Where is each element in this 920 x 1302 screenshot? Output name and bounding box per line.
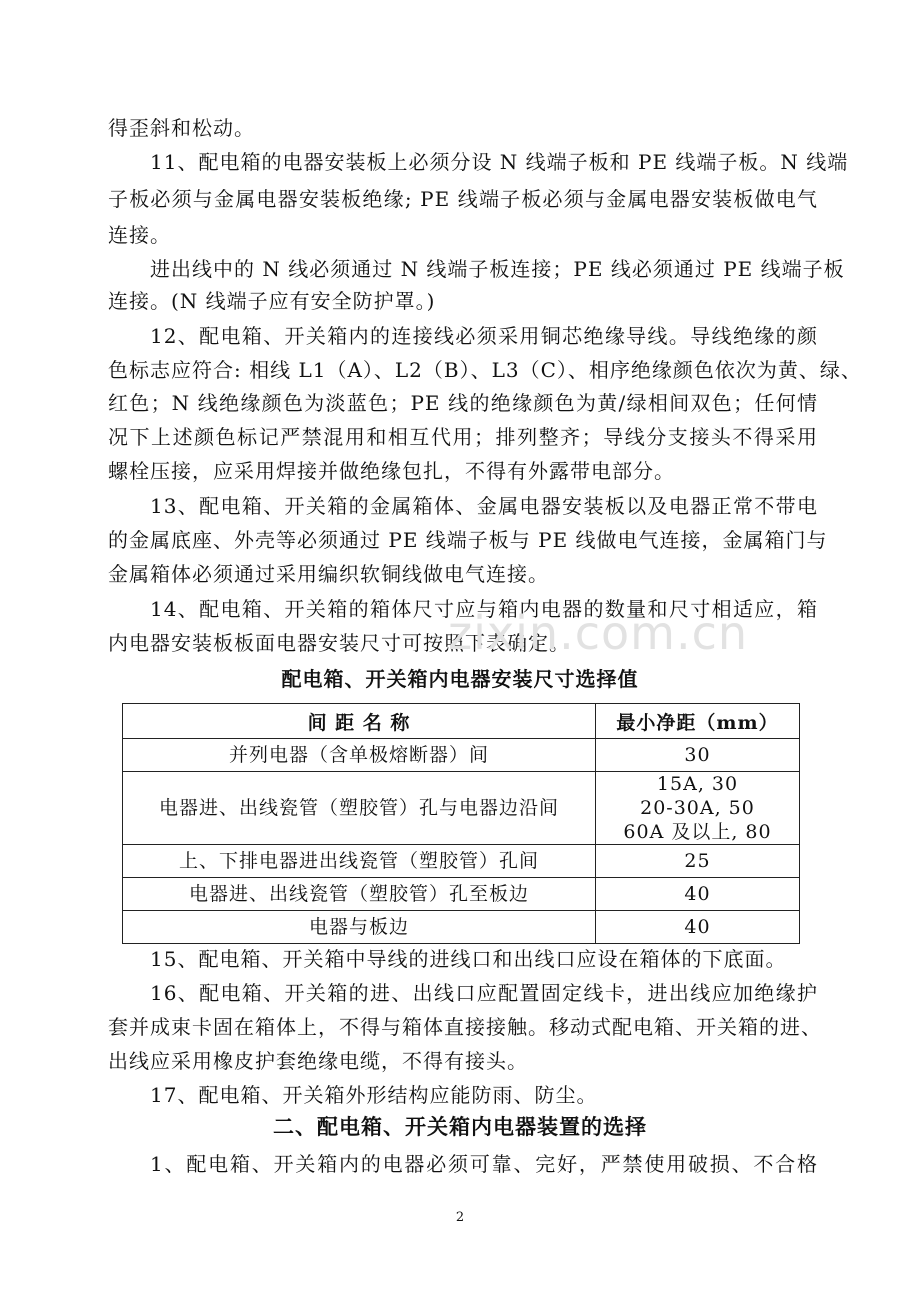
paragraph-line: 况下上述颜色标记严禁混用和相互代用；排列整齐；导线分支接头不得采用 <box>108 425 818 449</box>
paragraph-line: 进出线中的 N 线必须通过 N 线端子板连接；PE 线必须通过 PE 线端子板 <box>150 257 845 281</box>
paragraph-line: 红色；N 线绝缘颜色为淡蓝色；PE 线的绝缘颜色为黄/绿相间双色；任何情 <box>108 391 818 415</box>
table-header-row <box>123 704 800 739</box>
paragraph-line: 12、配电箱、开关箱内的连接线必须采用铜芯绝缘导线。导线绝缘的颜 <box>150 324 818 348</box>
table-row <box>123 739 800 772</box>
cell-min-clearance <box>596 772 800 845</box>
cell-min-clearance <box>596 878 800 911</box>
cell-spacing-name: 电器与板边 <box>123 911 596 944</box>
paragraph-line: 内电器安装板板面电器安装尺寸可按照下表确定。 <box>108 631 570 655</box>
table-row <box>123 772 800 845</box>
cell-value-line: 20-30A, 50 <box>640 797 755 819</box>
paragraph-line: 1、配电箱、开关箱内的电器必须可靠、完好，严禁使用破损、不合格 <box>150 1152 818 1176</box>
cell-spacing-name: 上、下排电器进出线瓷管（塑胶管）孔间 <box>123 845 596 878</box>
spacing-table <box>122 703 800 944</box>
paragraph-line: 的金属底座、外壳等必须通过 PE 线端子板与 PE 线做电气连接，金属箱门与 <box>108 528 828 552</box>
cell-min-clearance <box>596 911 800 944</box>
paragraph-line: 套并成束卡固在箱体上，不得与箱体直接接触。移动式配电箱、开关箱的进、 <box>108 1015 822 1039</box>
cell-spacing-name: 电器进、出线瓷管（塑胶管）孔至板边 <box>123 878 596 911</box>
table-row <box>123 878 800 911</box>
cell-value-line: 60A 及以上, 80 <box>623 821 772 843</box>
paragraph-line: 子板必须与金属电器安装板绝缘; PE 线端子板必须与金属电器安装板做电气 <box>108 187 818 211</box>
table-row <box>123 911 800 944</box>
cell-value-line: 40 <box>684 883 711 905</box>
paragraph-line: 17、配电箱、开关箱外形结构应能防雨、防尘。 <box>150 1083 598 1107</box>
paragraph-line: 14、配电箱、开关箱的箱体尺寸应与箱内电器的数量和尺寸相适应，箱 <box>150 597 818 621</box>
paragraph-line: 色标志应符合: 相线 L1（A）、L2（B）、L3（C）、相序绝缘颜色依次为黄、绿、 <box>108 358 862 382</box>
paragraph-line: 连接。(N 线端子应有安全防护罩。) <box>108 289 436 313</box>
paragraph-line: 16、配电箱、开关箱的进、出线口应配置固定线卡，进出线应加绝缘护 <box>150 981 818 1005</box>
cell-value-line: 15A, 30 <box>656 773 739 795</box>
cell-value-line: 25 <box>684 850 711 872</box>
cell-spacing-name: 并列电器（含单极熔断器）间 <box>123 739 596 772</box>
paragraph-line: 连接。 <box>108 223 171 247</box>
paragraph-line: 出线应采用橡皮护套绝缘电缆，不得有接头。 <box>108 1049 528 1073</box>
header-spacing-name: 间 距 名 称 <box>123 704 596 739</box>
paragraph-line: 15、配电箱、开关箱中导线的进线口和出线口应设在箱体的下底面。 <box>150 947 787 971</box>
table-caption: 配电箱、开关箱内电器安装尺寸选择值 <box>281 667 639 691</box>
table-row <box>123 845 800 878</box>
watermark: zixin.com.cn <box>448 606 749 660</box>
cell-min-clearance <box>596 739 800 772</box>
cell-value-line: 30 <box>684 744 711 766</box>
paragraph-line: 金属箱体必须通过采用编织软铜线做电气连接。 <box>108 562 549 586</box>
paragraph-line: 螺栓压接，应采用焊接并做绝缘包扎，不得有外露带电部分。 <box>108 459 675 483</box>
paragraph-line: 11、配电箱的电器安装板上必须分设 N 线端子板和 PE 线端子板。N 线端 <box>150 150 849 174</box>
header-min-clearance: 最小净距（mm） <box>596 704 800 739</box>
cell-spacing-name: 电器进、出线瓷管（塑胶管）孔与电器边沿间 <box>123 772 596 845</box>
paragraph-line: 得歪斜和松动。 <box>108 116 255 140</box>
paragraph-line: 13、配电箱、开关箱的金属箱体、金属电器安装板以及电器正常不带电 <box>150 494 818 518</box>
section-heading: 二、配电箱、开关箱内电器装置的选择 <box>273 1114 647 1139</box>
cell-value-line: 40 <box>684 916 711 938</box>
cell-min-clearance <box>596 845 800 878</box>
page-number: 2 <box>455 1210 465 1225</box>
